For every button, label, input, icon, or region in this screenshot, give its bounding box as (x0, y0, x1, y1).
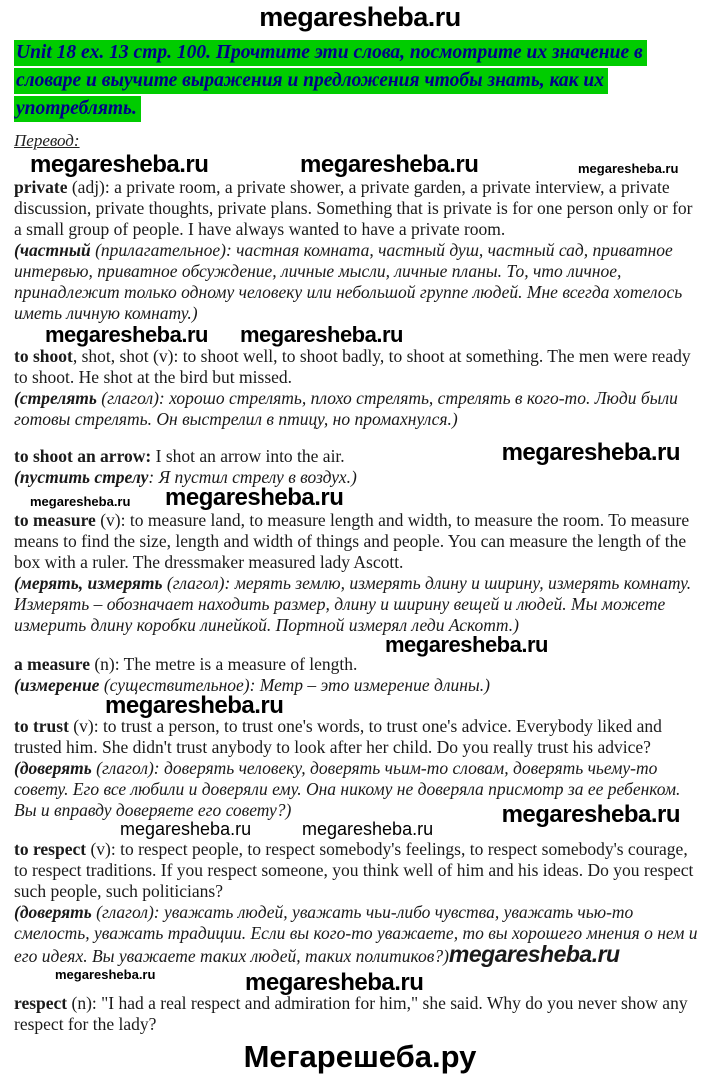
entry-to-respect (14, 839, 704, 967)
entry-to-shoot (14, 346, 704, 430)
watermark: megaresheba.ru (165, 484, 344, 511)
task-highlight: Unit 18 ex. 13 стр. 100. Прочтите эти слова, посмотрите их значение в словаре и выучите выражения и предложения чтобы знать, как их употреблять. (14, 40, 647, 122)
watermark: megaresheba.ru (501, 439, 680, 466)
watermark-row (0, 484, 720, 511)
watermark: megaresheba.ru (30, 151, 209, 178)
entry-definition: (v): to measure land, to measure length and width, to measure the room. To measure means to find the size, length and width of things and people. You can measure the length of the box with a ruler. The dressmaker measured lady Ascott. (14, 510, 690, 572)
watermark-row (0, 821, 720, 839)
entry-term: to trust (14, 716, 69, 736)
entry-translation: : Я пустил стрелу в воздух.) (148, 467, 357, 487)
entry-definition: I shot an arrow into the air. (151, 446, 345, 466)
entry-english (14, 993, 704, 1035)
entry-translation: (глагол): хорошо стрелять, плохо стрелять, стрелять в кого-то. Люди были готовы стрелять. Он выстрелил в птицу, но промахнулся.) (14, 388, 678, 429)
entry-term: private (14, 177, 68, 197)
task-instruction (14, 39, 694, 123)
entry-to-shoot-an-arrow (14, 439, 704, 488)
watermark: megaresheba.ru (30, 494, 131, 509)
entry-definition: (v): to respect people, to respect somebody's feelings, to respect somebody's courage, to respect traditions. If you respect someone, you think well of him and his ideas. Do you respect such people, such politicians? (14, 839, 694, 901)
entry-russian (14, 902, 704, 967)
watermark: megaresheba.ru (448, 941, 620, 967)
entry-term-ru: (доверять (14, 758, 92, 778)
entry-term: respect (14, 993, 68, 1013)
entry-english (14, 510, 704, 573)
entry-translation: (глагол): доверять человеку, доверять чьим-то словам, доверять чьему-то совету. Его все любили и доверяли ему. Она никому не доверяла присмотр за ее ребенком. Вы и вправду доверяете его совету?) (14, 758, 681, 820)
entry-definition: (v): to trust a person, to trust one's words, to trust one's advice. Everybody liked and trusted him. She didn't trust anybody to look after her child. Do you really trust his advice? (14, 716, 662, 757)
watermark: megaresheba.ru (300, 151, 479, 178)
watermark-row (0, 151, 720, 177)
watermark: megaresheba.ru (105, 692, 284, 719)
translation-label: Перевод: (14, 131, 80, 150)
entry-term: to measure (14, 510, 96, 530)
entry-english (14, 346, 704, 388)
entry-definition: (n): "I had a real respect and admiration for him," she said. Why do you never show any respect for the lady? (14, 993, 688, 1034)
watermark: megaresheba.ru (245, 969, 424, 996)
watermark: megaresheba.ru (45, 322, 208, 347)
entry-english (14, 654, 704, 675)
entry-english (14, 177, 704, 240)
entry-translation: (глагол): мерять землю, измерять длину и ширину, измерять комнату. Измерять – обозначает находить размер, длину и ширину вещей и людей. Мы можете измерить длину коробки линейкой. Портной измерял леди Аскотт.) (14, 573, 692, 635)
page-title: megaresheba.ru (259, 2, 461, 32)
entry-to-trust (14, 716, 704, 828)
entry-russian (14, 240, 704, 324)
entry-translation: (глагол): уважать людей, уважать чьи-либо чувства, уважать чью-то смелость, уважать традиции. Если вы кого-то уважаете, то вы хорошего мнения о нем и его идеях. Вы уважаете таких людей, таких политиков?) (14, 902, 698, 966)
watermark: megaresheba.ru (578, 161, 679, 176)
entry-term: a measure (14, 654, 90, 674)
entry-term: to shoot an arrow: (14, 446, 152, 466)
watermark: megaresheba.ru (55, 967, 156, 982)
entry-private (14, 177, 704, 324)
entry-translation: (существительное): Метр – это измерение длины.) (99, 675, 490, 695)
entry-a-measure (14, 654, 704, 696)
entry-respect-noun (14, 993, 704, 1035)
entry-term-ru: (измерение (14, 675, 100, 695)
watermark: megaresheba.ru (240, 322, 403, 347)
entry-definition: , shot, shot (v): to shoot well, to shoot badly, to shoot at something. The men were ready to shoot. He shot at the bird but missed. (14, 346, 691, 387)
entry-term-ru: (доверять (14, 902, 92, 922)
watermark-row (0, 324, 720, 346)
entry-russian (14, 388, 704, 430)
watermark: megaresheba.ru (302, 819, 434, 839)
entry-to-measure (14, 510, 704, 636)
entry-term: to respect (14, 839, 87, 859)
entry-term-ru: (стрелять (14, 388, 97, 408)
watermark-row (0, 632, 720, 657)
watermark: megaresheba.ru (501, 801, 680, 828)
entry-definition: (n): The metre is a measure of length. (89, 654, 358, 674)
entry-term-ru: (пустить стрелу (14, 467, 149, 487)
entry-russian (14, 467, 704, 488)
watermark-row (0, 692, 720, 719)
entry-term: to shoot (14, 346, 73, 366)
entry-english (14, 716, 704, 758)
footer-logo: Мегарешеба.ру (243, 1039, 477, 1074)
entry-definition: (adj): a private room, a private shower, a private garden, a private interview, a private discussion, private thoughts, private plans. Something that is private is for one person only or for a small group of people. I have always wanted to have a private room. (14, 177, 693, 239)
entry-term-ru: (мерять, измерять (14, 573, 163, 593)
watermark: megaresheba.ru (385, 632, 548, 657)
watermark-row (0, 967, 720, 996)
entry-russian (14, 573, 704, 636)
entry-english (14, 839, 704, 902)
watermark: megaresheba.ru (120, 819, 252, 839)
entry-term-ru: (частный (14, 240, 91, 260)
entry-translation: (прилагательное): частная комната, частный душ, частный сад, приватное интервью, приватное обсуждение, личные мысли, личные планы. То, что личное, принадлежит только одному человеку или небольшой группе людей. Мне всегда хотелось иметь личную комнату.) (14, 240, 683, 323)
